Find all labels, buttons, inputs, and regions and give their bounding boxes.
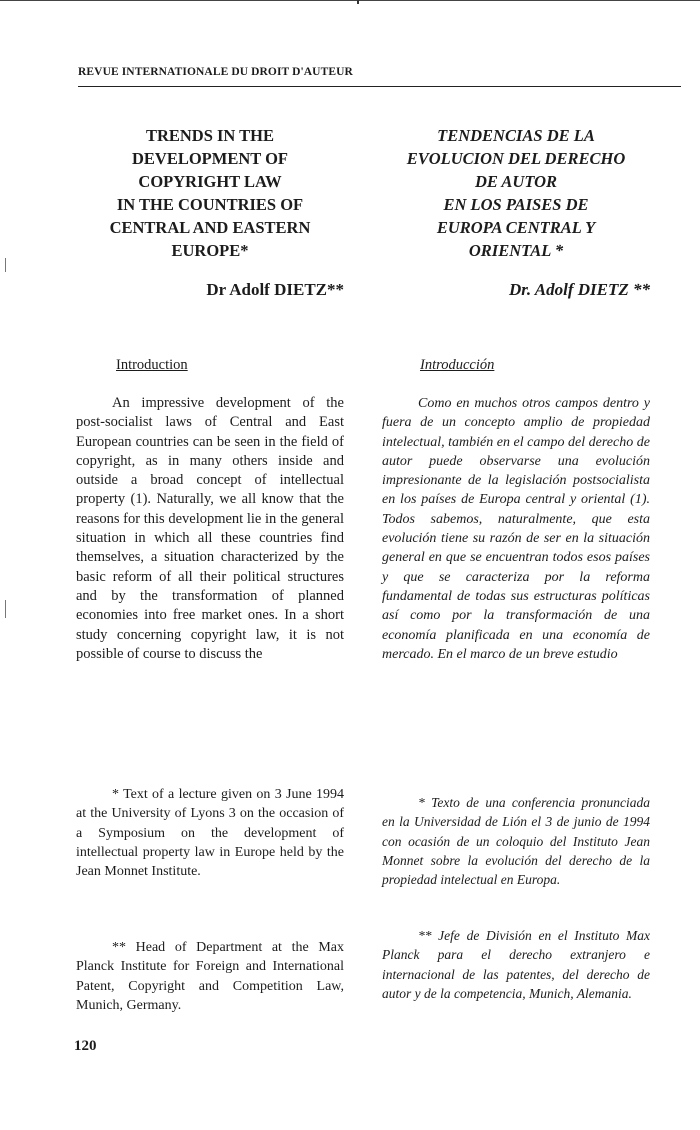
spanish-title-line: TENDENCIAS DE LA [437, 126, 595, 145]
spanish-title-line: EN LOS PAISES DE [443, 195, 589, 214]
english-section-heading: Introduction [116, 357, 188, 373]
margin-mark-lower [5, 600, 6, 618]
english-footnote-1: * Text of a lecture given on 3 June 1994 at the University of Lyons 3 on the occasion of a Symposium on the development of intellectual property law in Europe held by the Jean Monnet Institute. [76, 787, 344, 880]
page-number: 120 [74, 1038, 97, 1054]
english-title-line: IN THE COUNTRIES OF [116, 195, 304, 214]
spanish-title-line: ORIENTAL * [468, 241, 564, 260]
spanish-title-line: EUROPA CENTRAL Y [436, 218, 596, 237]
spanish-footnote-2: ** Jefe de División en el Instituto Max Planck para el derecho extranjero e internacional de las patentes, del derecho de autor y de la competencia, Munich, Alemania. [382, 928, 650, 1001]
spanish-title-line: EVOLUCION DEL DERECHO [406, 149, 626, 168]
header-rule [78, 86, 681, 87]
spanish-title [382, 124, 650, 262]
english-title-line: CENTRAL AND EASTERN [109, 218, 311, 237]
scan-edge-tick [357, 0, 359, 4]
spanish-footnote-1: * Texto de una conferencia pronunciada en la Universidad de Lión el 3 de junio de 1994 con ocasión de un coloquio del Instituto Jean Monnet sobre la evolución del derecho de la propiedad intelectual en Europa. [382, 795, 650, 888]
spanish-section-heading: Introducción [420, 357, 495, 373]
spanish-author: Dr. Adolf DIETZ ** [508, 280, 650, 299]
spanish-title-line: DE AUTOR [474, 172, 558, 191]
spanish-body-paragraph: Como en muchos otros campos dentro y fuera de un concepto amplio de propiedad intelectual, también en el campo del derecho de autor puede observarse una evolución impresionante de la legislación postsocialista en los países de Europa central y oriental (1). Todos sabemos, naturalmente, que esta evolución tiene su razón de ser en la situación general en que se encuentran todos esos países y que se caracteriza por la reforma fundamental de todas sus estructuras políticas así como por la transformación de una economía planificada en una economía de mercado. En el marco de un breve estudio [382, 396, 650, 662]
english-footnote-2: ** Head of Department at the Max Planck Institute for Foreign and International Patent, Copyright and Competition Law, Munich, Germany. [76, 940, 344, 1013]
english-title-line: COPYRIGHT LAW [138, 172, 282, 191]
english-title-line: DEVELOPMENT OF [131, 149, 288, 168]
english-author: Dr Adolf DIETZ** [206, 280, 344, 299]
english-title-line: TRENDS IN THE [145, 126, 275, 145]
english-title-line: EUROPE* [171, 241, 249, 260]
english-title [76, 124, 344, 262]
english-body-paragraph: An impressive development of the post-socialist laws of Central and East European countries can be seen in the field of copyright, as in many others inside and outside a broad concept of intellectual property (1). Naturally, we all know that the reasons for this development lie in the general situation in which all these countries find themselves, a situation characterized by the basic reform of all their political structures and by the transformation of planned economies into free market ones. In a short study concerning copyright law, it is not possible of course to discuss the [76, 395, 344, 662]
margin-mark-upper [5, 258, 6, 272]
scan-edge-line [0, 0, 700, 1]
running-head: REVUE INTERNATIONALE DU DROIT D'AUTEUR [78, 66, 353, 78]
